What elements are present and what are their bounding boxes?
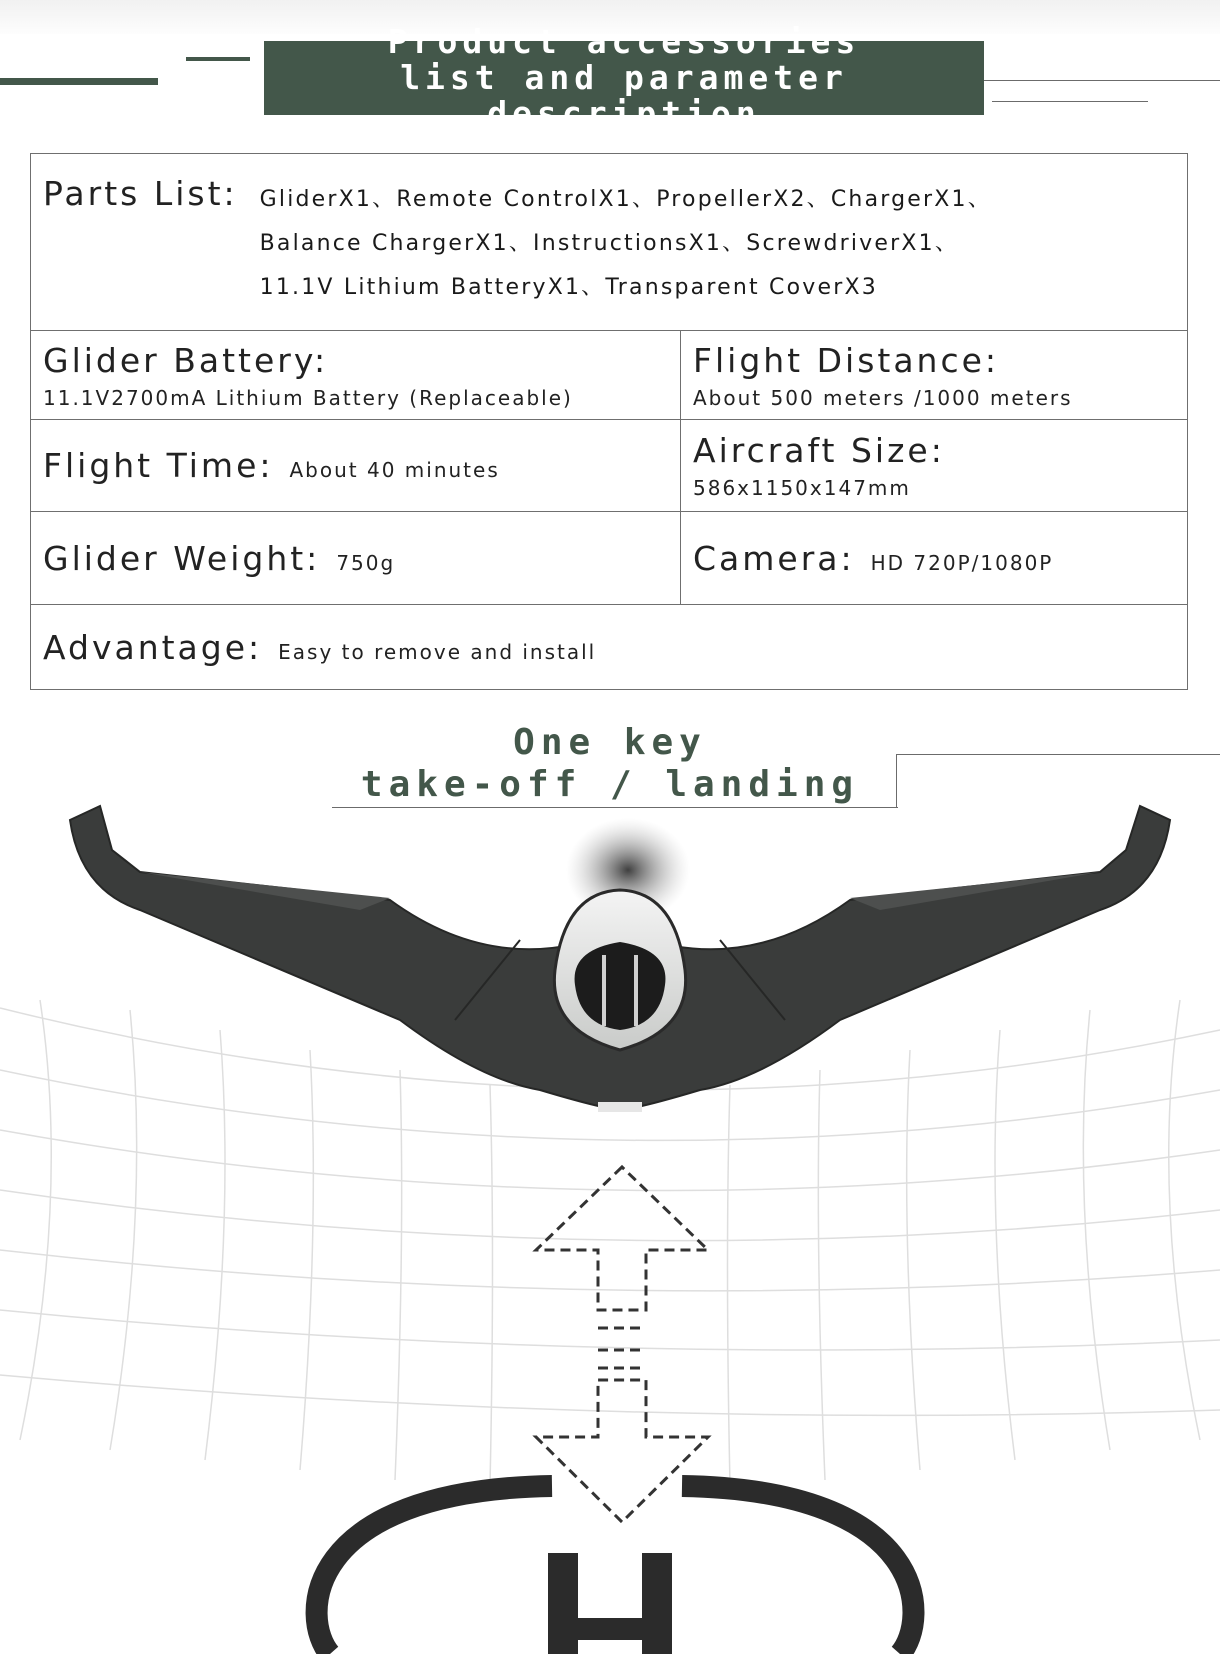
flying-wing-aircraft: [70, 806, 1170, 1112]
header-right-short-line: [992, 101, 1148, 102]
glider-weight-label: Glider Weight:: [43, 538, 321, 578]
spec-row: [31, 605, 1188, 690]
aircraft-size-cell: [681, 420, 1188, 512]
header-banner: [264, 22, 984, 133]
glider-battery-label: Glider Battery:: [43, 340, 329, 380]
parts-list-cell: [31, 154, 1188, 331]
parts-list-line: 11.1V Lithium BatteryX1、Transparent CoverX3: [259, 275, 878, 300]
spec-row: [31, 420, 1188, 512]
advantage-value: Easy to remove and install: [278, 639, 597, 664]
camera-value: HD 720P/1080P: [870, 550, 1054, 575]
nose-camera: [598, 1102, 642, 1112]
advantage-cell: [31, 605, 1188, 690]
flight-distance-value: About 500 meters /1000 meters: [693, 385, 1073, 410]
parts-list-line: Balance ChargerX1、InstructionsX1、ScrewdriverX1、: [259, 231, 960, 256]
flight-distance-label: Flight Distance:: [693, 340, 1000, 380]
feature-title-line2: take-off / landing: [360, 764, 860, 805]
header-right-line: [984, 80, 1220, 81]
flight-time-cell: [31, 420, 681, 512]
glider-battery-value: 11.1V2700mA Lithium Battery (Replaceable): [43, 385, 573, 410]
header-title-line2: list and parameter description: [400, 58, 848, 133]
advantage-label: Advantage:: [43, 627, 263, 667]
parts-list-values: [260, 178, 1175, 310]
parts-list-row: [31, 154, 1188, 331]
camera-cell: [681, 512, 1188, 605]
glider-weight-value: 750g: [336, 550, 396, 575]
spec-row: [31, 331, 1188, 420]
glider-weight-cell: [31, 512, 681, 605]
helipad-icon: [317, 1486, 914, 1654]
aircraft-illustration: [0, 780, 1220, 1654]
spec-row: [31, 512, 1188, 605]
aircraft-size-value: 586x1150x147mm: [693, 476, 911, 500]
flight-time-label: Flight Time:: [43, 446, 274, 485]
spec-table: [30, 153, 1188, 690]
flight-distance-cell: [681, 331, 1188, 420]
camera-label: Camera:: [693, 538, 855, 578]
parts-list-label: Parts List:: [43, 174, 238, 213]
glider-battery-cell: [31, 331, 681, 420]
aircraft-size-label: Aircraft Size:: [693, 431, 945, 470]
parts-list-line: GliderX1、Remote ControlX1、PropellerX2、ChargerX1、: [259, 187, 992, 212]
header-left-short-bar: [186, 57, 250, 61]
header-title-line1: Product accessories: [387, 22, 861, 61]
takeoff-landing-arrow-icon: [536, 1167, 708, 1522]
feature-top-line: [896, 754, 1220, 755]
flight-time-value: About 40 minutes: [289, 458, 500, 482]
feature-title-line1: One key: [513, 722, 707, 763]
header-left-bar: [0, 78, 158, 85]
